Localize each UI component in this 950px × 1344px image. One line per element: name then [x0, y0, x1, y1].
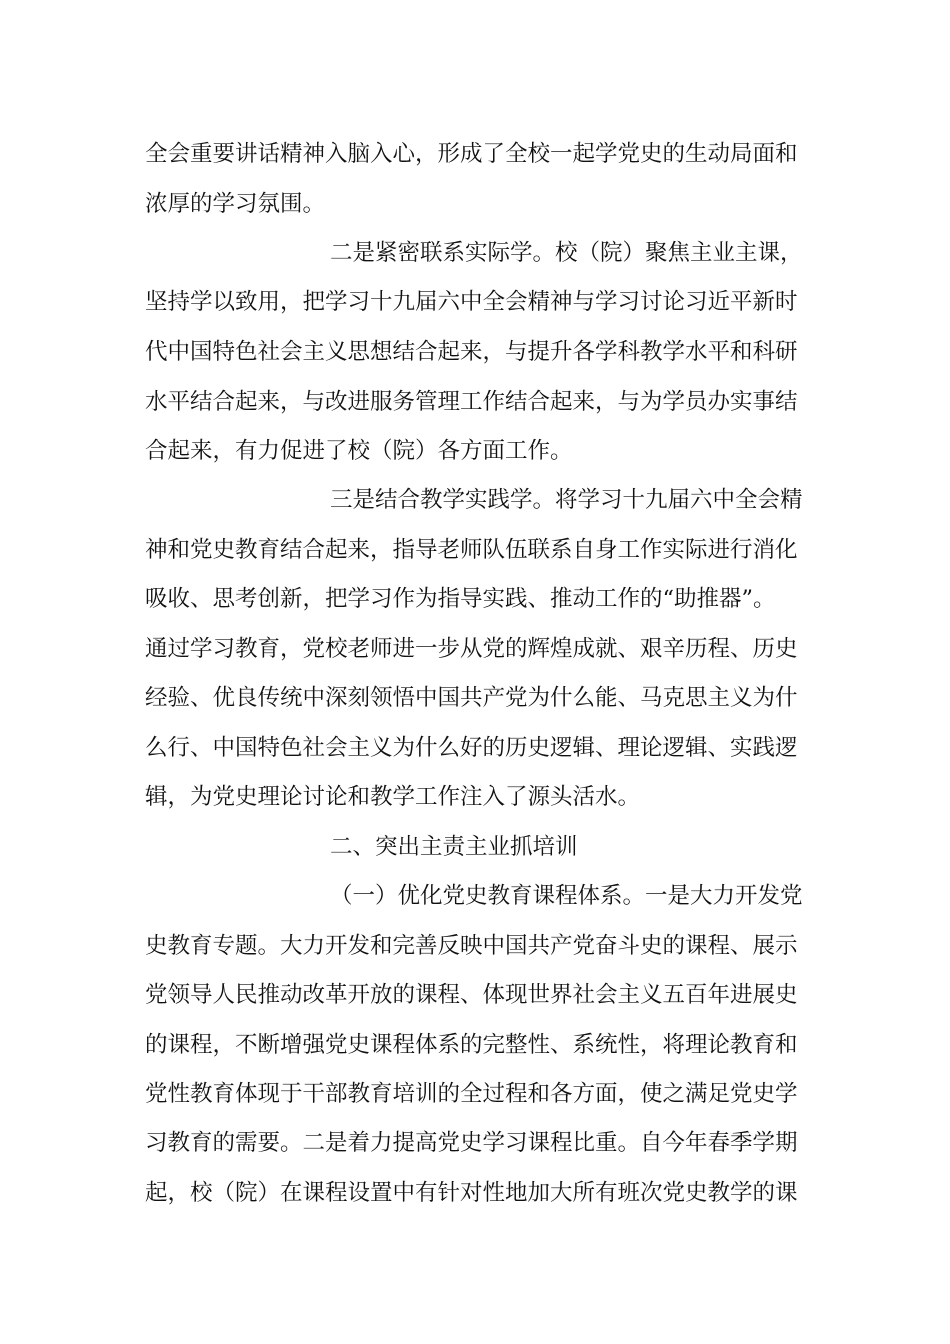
text-line: 合起来，有力促进了校（院）各方面工作。	[145, 438, 573, 464]
text-line: 吸收、思考创新，把学习作为指导实践、推动工作的“助推器”。	[145, 586, 776, 612]
text-line: 么行、中国特色社会主义为什么好的历史逻辑、理论逻辑、实践逻	[145, 735, 798, 761]
text-line: 起，校（院）在课程设置中有针对性地加大所有班次党史教学的课	[145, 1180, 798, 1206]
text-line: 习教育的需要。二是着力提高党史学习课程比重。自今年春季学期	[145, 1130, 798, 1156]
text-line: 经验、优良传统中深刻领悟中国共产党为什么能、马克思主义为什	[145, 685, 798, 711]
section-heading: 二、突出主责主业抓培训	[330, 834, 578, 860]
text-line: 坚持学以致用，把学习十九届六中全会精神与学习讨论习近平新时	[145, 289, 798, 315]
text-line: 全会重要讲话精神入脑入心，形成了全校一起学党史的生动局面和	[145, 141, 798, 167]
text-line: （一）优化党史教育课程体系。一是大力开发党	[330, 883, 803, 909]
text-line: 代中国特色社会主义思想结合起来，与提升各学科教学水平和科研	[145, 339, 798, 365]
text-line: 水平结合起来，与改进服务管理工作结合起来，与为学员办实事结	[145, 389, 798, 415]
text-line: 史教育专题。大力开发和完善反映中国共产党奋斗史的课程、展示	[145, 933, 798, 959]
text-line: 神和党史教育结合起来，指导老师队伍联系自身工作实际进行消化	[145, 537, 798, 563]
text-line: 浓厚的学习氛围。	[145, 191, 326, 217]
text-line: 通过学习教育，党校老师进一步从党的辉煌成就、艰辛历程、历史	[145, 636, 798, 662]
text-line: 三是结合教学实践学。将学习十九届六中全会精	[330, 487, 803, 513]
text-line: 党领导人民推动改革开放的课程、体现世界社会主义五百年进展史	[145, 982, 798, 1008]
text-line: 党性教育体现于干部教育培训的全过程和各方面，使之满足党史学	[145, 1081, 798, 1107]
text-line: 二是紧密联系实际学。校（院）聚焦主业主课，	[330, 240, 803, 266]
text-line: 的课程，不断增强党史课程体系的完整性、系统性，将理论教育和	[145, 1032, 798, 1058]
text-line: 辑，为党史理论讨论和教学工作注入了源头活水。	[145, 784, 641, 810]
